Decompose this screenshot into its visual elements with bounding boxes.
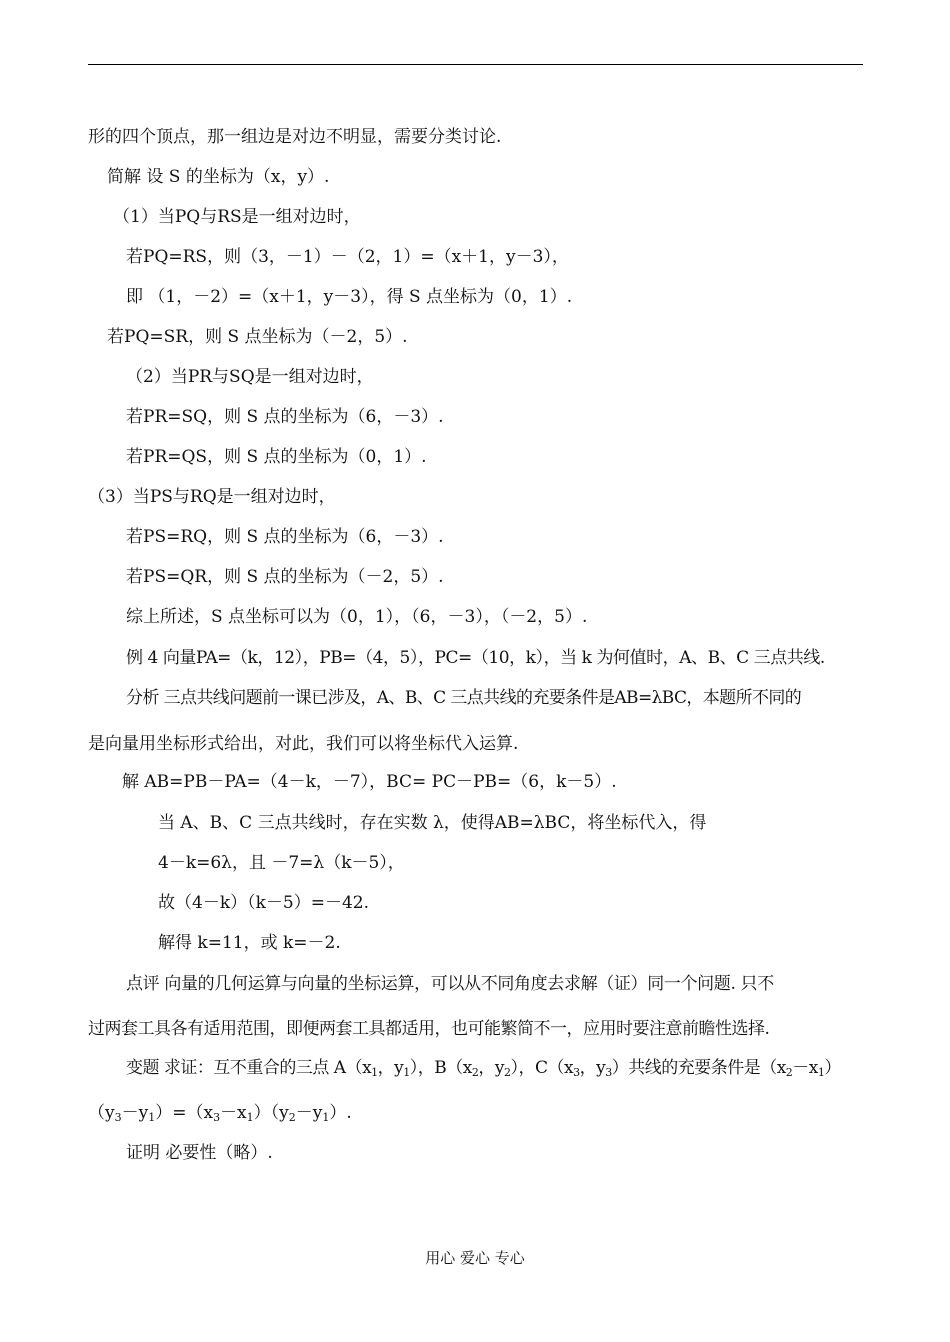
text-line: （2）当PR与SQ是一组对边时， — [126, 367, 374, 387]
text-line: 解得 k=11，或 k=－2. — [158, 933, 341, 953]
text-line: （3）当PS与RQ是一组对边时， — [88, 487, 336, 507]
proof-line: 证明 必要性（略）. — [126, 1143, 273, 1163]
text-line: 故（4－k）（k－5）=－42. — [158, 893, 370, 913]
text-line: 简解 设 S 的坐标为（x，y）. — [107, 167, 330, 187]
text-line: 若PQ=RS，则（3，－1）－（2，1）=（x＋1，y－3）， — [126, 247, 569, 267]
text-line: 分析 三点共线问题前一课已涉及，A、B、C 三点共线的充要条件是AB=λBC，本题所不同的 — [126, 688, 802, 708]
text-line: 例 4 向量PA=（k，12），PB=（4，5），PC=（10，k），当 k 为何值时，A、B、C 三点共线. — [126, 648, 825, 668]
text-line: 是向量用坐标形式给出，对此，我们可以将坐标代入运算. — [88, 734, 519, 754]
text-line: （1）当PQ与RS是一组对边时， — [113, 207, 361, 227]
text-line: 综上所述，S 点坐标可以为（0，1），（6，－3），（－2，5）. — [126, 607, 588, 627]
text-line: 形的四个顶点，那一组边是对边不明显，需要分类讨论. — [88, 127, 502, 147]
text-line: 若PS=QR，则 S 点的坐标为（－2，5）. — [126, 567, 444, 587]
text-line: 过两套工具各有适用范围，即便两套工具都适用，也可能繁简不一，应用时要注意前瞻性选择. — [88, 1019, 770, 1039]
variant-equation: $(y_3-y_1)=(x_3-x_1)(y_2-y_1)$. — [88, 1103, 352, 1124]
text-line: 若PR=QS，则 S 点的坐标为（0，1）. — [126, 447, 427, 467]
text-line: 即 （1，－2）=（x＋1，y－3），得 S 点坐标为（0，1）. — [126, 287, 573, 307]
text-line: 点评 向量的几何运算与向量的坐标运算，可以从不同角度去求解（证）同一个问题. 只不 — [126, 974, 774, 994]
variant-statement: 变题 求证：互不重合的三点 $A(x_1$，$y_1$），$B(x_2$，$y_2$），$C(x_3$，$y_3$）共线的充要条件是$(x_2-x_1)$ — [126, 1058, 841, 1079]
text-line: 若PR=SQ，则 S 点的坐标为（6，－3）. — [126, 407, 444, 427]
text-line: 解 AB=PB－PA=（4－k，－7），BC= PC－PB=（6，k－5）. — [122, 772, 617, 792]
page-footer: 用心 爱心 专心 — [425, 1249, 525, 1267]
text-line: 当 A、B、C 三点共线时，存在实数 λ，使得AB=λBC，将坐标代入，得 — [158, 813, 707, 833]
text-line: 若PQ=SR，则 S 点坐标为（－2，5）. — [107, 327, 408, 347]
header-rule — [88, 64, 863, 65]
text-line: 若PS=RQ，则 S 点的坐标为（6，－3）. — [126, 527, 444, 547]
text-line: 4－k=6λ，且 －7=λ（k－5）， — [158, 853, 405, 873]
